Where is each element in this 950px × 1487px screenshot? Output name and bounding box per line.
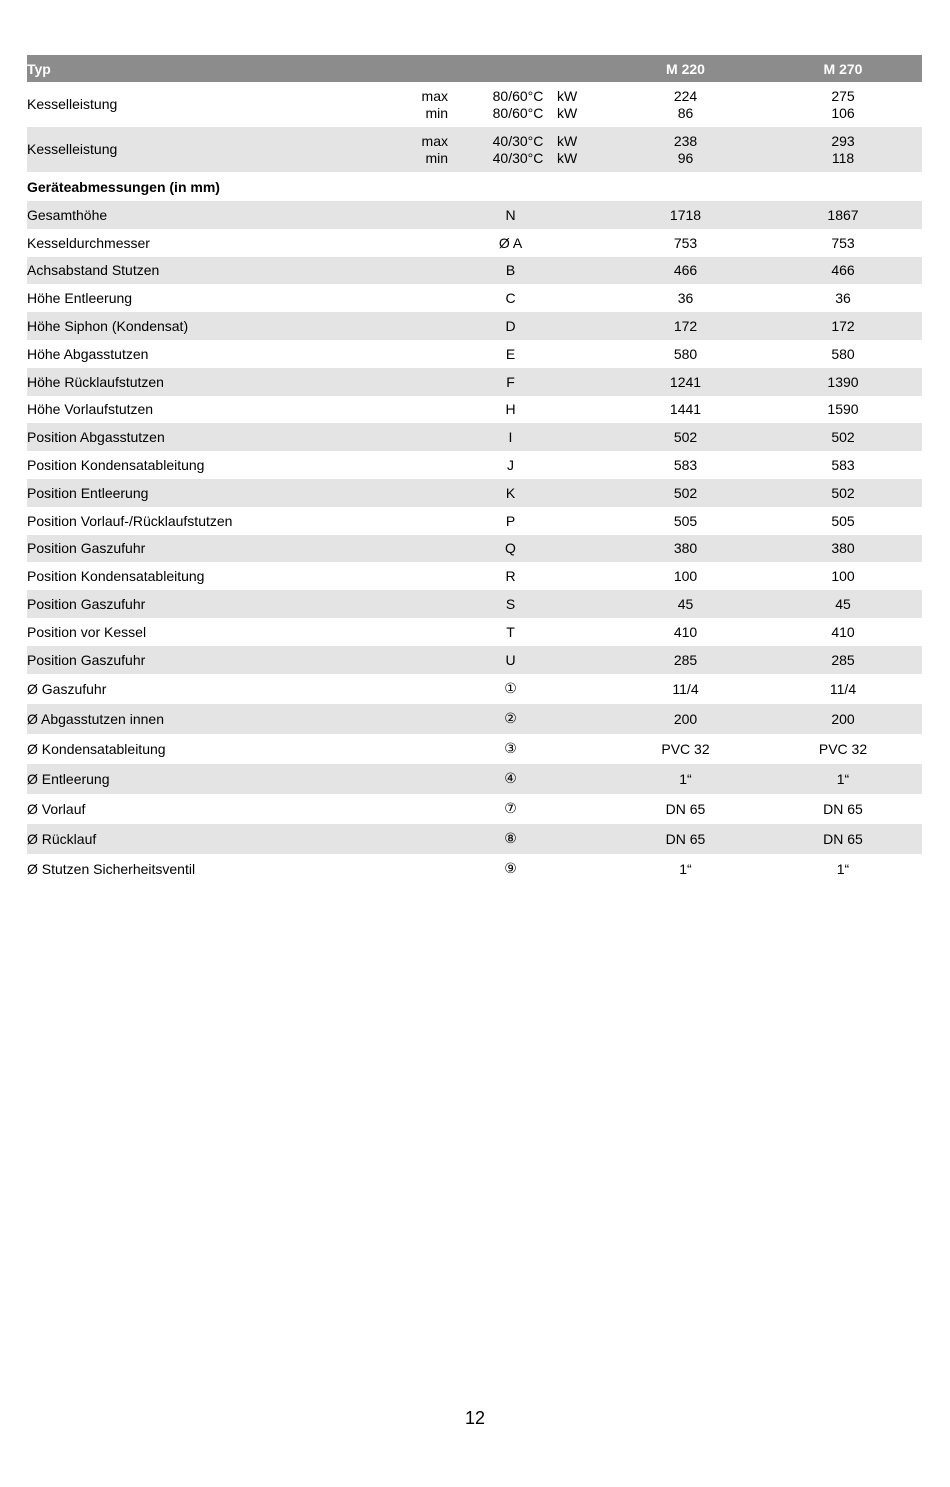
diameter-row: [27, 794, 922, 824]
row-label: Kesselleistung: [27, 127, 414, 172]
m270-cell: 466: [764, 257, 922, 285]
m220-cell: 1441: [669, 401, 702, 418]
row-label: Höhe Entleerung: [27, 290, 133, 307]
dimension-row: [27, 229, 922, 257]
row-label: Ø Vorlauf: [27, 800, 86, 817]
m220-cell: DN 65: [665, 800, 706, 817]
cell-line: max: [421, 132, 448, 149]
row-label: Ø Gaszufuhr: [27, 680, 107, 697]
dimension-row: [27, 590, 922, 618]
m220-cell: 1“: [679, 860, 692, 877]
temp-cell: [479, 82, 557, 127]
row-code: K: [414, 479, 607, 507]
row-label: Achsabstand Stutzen: [27, 257, 414, 285]
m270-cell: 753: [831, 234, 855, 251]
m220-cell: 36: [677, 290, 694, 307]
row-code: R: [505, 568, 516, 585]
dimension-row: [27, 201, 922, 229]
row-code: ③: [504, 740, 517, 757]
m220-cell: 1“: [607, 764, 764, 794]
table-header-row: [27, 55, 922, 82]
row-code: ⑦: [504, 800, 517, 817]
row-label: Höhe Vorlaufstutzen: [27, 401, 154, 418]
row-label: Position Abgasstutzen: [27, 423, 414, 451]
cell-line: 80/60°C: [492, 87, 544, 104]
row-code: S: [414, 590, 607, 618]
diameter-row: [27, 674, 922, 704]
m220-cell: 285: [607, 646, 764, 674]
m270-cell: 1“: [836, 860, 850, 877]
unit-cell: [557, 127, 607, 172]
diameter-row: [27, 824, 922, 854]
dimension-row: [27, 423, 922, 451]
m220-cell: 505: [673, 512, 698, 529]
row-label: Kesselleistung: [27, 96, 118, 112]
power-row: [27, 82, 922, 127]
m270-cell: 285: [764, 646, 922, 674]
diameter-row: [27, 764, 922, 794]
dimension-row: [27, 479, 922, 507]
cell-line: 80/60°C: [492, 104, 544, 121]
m220-cell: 1718: [607, 201, 764, 229]
m270-cell: 380: [764, 535, 922, 563]
m220-cell: 172: [607, 312, 764, 340]
row-label: Position Kondensatableitung: [27, 457, 205, 474]
m270-cell: 11/4: [829, 680, 857, 697]
row-label: Gesamthöhe: [27, 201, 414, 229]
temp-cell: [479, 127, 557, 172]
m270-cell: 583: [831, 457, 855, 474]
row-code: F: [414, 368, 607, 396]
m220-cell: 580: [673, 345, 698, 362]
row-code: ⑧: [414, 824, 607, 854]
section-title: Geräteabmessungen (in mm): [27, 178, 220, 195]
dimension-row: [27, 312, 922, 340]
row-label: Position vor Kessel: [27, 623, 147, 640]
row-code: B: [414, 257, 607, 285]
row-label: Ø Abgasstutzen innen: [27, 704, 414, 734]
level-cell: [414, 82, 448, 127]
spec-table: [27, 55, 922, 884]
m270-cell: 502: [764, 479, 922, 507]
m270-cell: DN 65: [764, 824, 922, 854]
dimension-row: [27, 340, 922, 368]
cell-line: 40/30°C: [492, 132, 544, 149]
row-code: ①: [504, 680, 517, 697]
power-row: [27, 127, 922, 172]
row-label: Position Kondensatableitung: [27, 568, 205, 585]
m270-cell: 45: [764, 590, 922, 618]
dimension-row: [27, 618, 922, 646]
cell-line: max: [421, 87, 448, 104]
cell-line: 40/30°C: [492, 149, 544, 166]
row-label: Position Gaszufuhr: [27, 535, 414, 563]
cell-line: 86: [677, 104, 694, 121]
level-cell: [414, 127, 448, 172]
row-label: Ø Entleerung: [27, 764, 414, 794]
header-m270: M 270: [764, 55, 922, 82]
row-label: Position Gaszufuhr: [27, 590, 414, 618]
cell-line: kW: [557, 87, 578, 104]
row-label: Position Vorlauf-/Rücklaufstutzen: [27, 512, 233, 529]
m220-cell: 466: [607, 257, 764, 285]
row-code: N: [414, 201, 607, 229]
header-m220: M 220: [607, 55, 764, 82]
dimension-row: [27, 284, 922, 312]
m270-cell: [764, 127, 922, 172]
cell-line: kW: [557, 132, 578, 149]
m270-cell: 1867: [764, 201, 922, 229]
dimension-row: [27, 368, 922, 396]
row-label: Ø Stutzen Sicherheitsventil: [27, 860, 196, 877]
row-code: ④: [414, 764, 607, 794]
row-code: T: [506, 623, 515, 640]
row-code: C: [505, 290, 516, 307]
dimension-row: [27, 507, 922, 535]
m270-cell: 502: [764, 423, 922, 451]
cell-line: min: [425, 104, 448, 121]
row-code: E: [505, 345, 516, 362]
row-code: D: [414, 312, 607, 340]
m270-cell: 410: [831, 623, 855, 640]
section-row: [27, 172, 922, 201]
row-label: Kesseldurchmesser: [27, 234, 150, 251]
diameter-row: [27, 854, 922, 884]
m270-cell: 172: [764, 312, 922, 340]
m270-cell: 1390: [764, 368, 922, 396]
m220-cell: [607, 127, 764, 172]
row-code: ⑨: [504, 860, 517, 877]
dimension-row: [27, 451, 922, 479]
m220-cell: 753: [673, 234, 698, 251]
m220-cell: [607, 82, 764, 127]
row-label: Position Entleerung: [27, 479, 414, 507]
m270-cell: [764, 82, 922, 127]
row-label: Position Gaszufuhr: [27, 646, 414, 674]
m220-cell: PVC 32: [661, 740, 710, 757]
m220-cell: 380: [607, 535, 764, 563]
cell-line: kW: [557, 149, 578, 166]
row-code: U: [414, 646, 607, 674]
row-label: Ø Rücklauf: [27, 824, 414, 854]
header-typ: Typ: [27, 55, 414, 82]
cell-line: 96: [677, 149, 694, 166]
cell-line: 275: [831, 87, 855, 104]
m270-cell: 580: [831, 345, 855, 362]
m220-cell: 410: [673, 623, 698, 640]
dimension-row: [27, 396, 922, 424]
m220-cell: 502: [607, 479, 764, 507]
m220-cell: 11/4: [672, 680, 699, 697]
m270-cell: 1590: [827, 401, 859, 418]
dimension-row: [27, 646, 922, 674]
page-number: 12: [464, 1408, 486, 1428]
m270-cell: 1“: [764, 764, 922, 794]
m220-cell: 583: [673, 457, 698, 474]
diameter-row: [27, 734, 922, 764]
m220-cell: 1241: [607, 368, 764, 396]
cell-line: 118: [831, 149, 855, 166]
row-label: Höhe Rücklaufstutzen: [27, 368, 414, 396]
row-code: Ø A: [498, 234, 523, 251]
m270-cell: PVC 32: [818, 740, 868, 757]
m220-cell: 100: [673, 568, 698, 585]
diameter-row: [27, 704, 922, 734]
cell-line: 106: [831, 104, 855, 121]
m270-cell: 100: [831, 568, 855, 585]
cell-line: min: [425, 149, 448, 166]
row-label: Höhe Siphon (Kondensat): [27, 312, 414, 340]
m220-cell: 502: [607, 423, 764, 451]
row-code: H: [505, 401, 516, 418]
m220-cell: 200: [607, 704, 764, 734]
row-code: Q: [414, 535, 607, 563]
row-code: I: [414, 423, 607, 451]
cell-line: kW: [557, 104, 578, 121]
dimension-row: [27, 562, 922, 590]
cell-line: 224: [673, 87, 698, 104]
row-code: ②: [414, 704, 607, 734]
unit-cell: [557, 82, 607, 127]
cell-line: 293: [831, 132, 855, 149]
dimension-row: [27, 257, 922, 285]
row-label: Ø Kondensatableitung: [27, 740, 166, 757]
dimension-row: [27, 535, 922, 563]
m270-cell: 200: [764, 704, 922, 734]
row-code: J: [507, 457, 514, 474]
row-code: P: [505, 512, 516, 529]
m220-cell: DN 65: [607, 824, 764, 854]
cell-line: 238: [673, 132, 698, 149]
m270-cell: 505: [831, 512, 855, 529]
m270-cell: 36: [835, 290, 851, 307]
m270-cell: DN 65: [823, 800, 863, 817]
row-label: Höhe Abgasstutzen: [27, 345, 149, 362]
m220-cell: 45: [607, 590, 764, 618]
